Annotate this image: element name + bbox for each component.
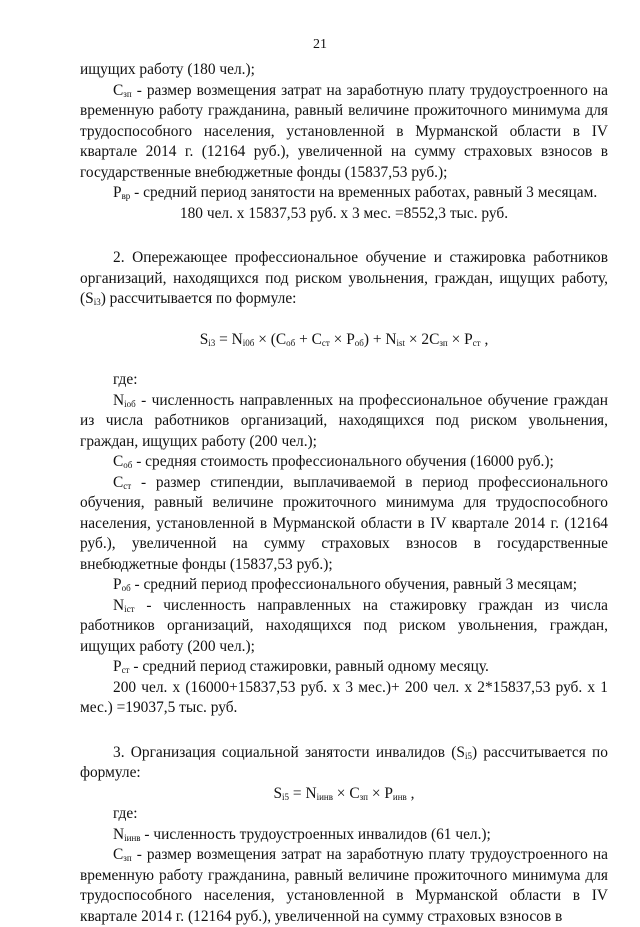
formula-3: $S_{i5} = N_{iинв} \times С_{зп} \times Р_{инв}$ , [273, 784, 415, 802]
text: ) рассчитывается по формуле: [100, 290, 297, 307]
where-label-1: где: [113, 371, 138, 388]
definition-text: - размер возмещения затрат на заработную плату трудоустроенного на временную работу гражданина, равный величине прожиточного минимума для трудоспособного населения, установленной в Мурманской области в IV квартале 2014 г. (12164 руб.), увеличенной на сумму страховых взносов в государственные внебюджетные фонды (15837,53 руб.); [80, 81, 608, 181]
formula-2: $S_{i3} = N_{i0б} \times (С_{об} + С_{ст} \times Р_{об}) + N_{ist} \times 2С_{зп} \times Р_{ст}$ , [199, 330, 489, 348]
definition-text: - средний период занятости на временных работах, равный 3 месяцам. [130, 184, 598, 201]
definition-czp-2: $С_{зп}$ - размер возмещения затрат на заработную плату трудоустроенного на временную работу гражданина, равный величине прожиточного минимума для трудоспособного населения, установленной в Мурманской области в IV квартале 2014 г. (12164 руб.), увеличенной на сумму страховых взносов в [80, 846, 608, 925]
symbol: Р [113, 184, 122, 201]
subscript: i3 [93, 297, 101, 307]
text: 2. Опережающее профессиональное обучение и стажировка работников организаций, находящихся под риском увольнения, граждан, ищущих работу, (S [80, 249, 608, 307]
subscript: вр [121, 191, 131, 201]
paragraph: ищущих работу (180 чел.); [80, 61, 255, 78]
where-label-2: где: [113, 805, 138, 822]
definition-cst: $С_{ст}$ - размер стипендии, выплачиваемой в период профессионального обучения, равный величине прожиточного минимума для трудоспособного населения, установленной в Мурманской области в IV квартале 2014 г. (12164 руб.), увеличенной на сумму страховых взносов в государственные внебюджетные фонды (15837,53 руб.); [80, 473, 608, 573]
definition-pvr [80, 183, 608, 204]
definition-niob: $N_{iоб}$ - численность направленных на профессиональное обучение граждан из числа работников организаций, находящихся под риском увольнения, граждан, ищущих работу (200 чел.); [80, 391, 608, 450]
definition-czp [80, 81, 608, 184]
section-2-intro [80, 248, 608, 310]
definition-pst: $Р_{ст}$ - средний период стажировки, равный одному месяцу. [113, 658, 489, 675]
definition-cob: $С_{об}$ - средняя стоимость профессионального обучения (16000 руб.); [113, 453, 554, 470]
calculation-1: 180 чел. х 15837,53 руб. х 3 мес. =8552,3 тыс. руб. [179, 204, 509, 222]
definition-pob: $Р_{об}$ - средний период профессионального обучения, равный 3 месяцам; [113, 576, 578, 593]
definition-nist: $N_{iст}$ - численность направленных на стажировку граждан из числа работников организаций, находящихся под риском увольнения, граждан, ищущих работу (200 чел.); [80, 596, 608, 655]
subscript: зп [123, 88, 132, 99]
definition-ninv: $N_{iинв}$ - численность трудоустроенных инвалидов (61 чел.); [113, 825, 491, 843]
calculation-2: 200 чел. х (16000+15837,53 руб. х 3 мес.)+ 200 чел. х 2*15837,53 руб. х 1 мес.) =19037,5 тыс. руб. [80, 678, 608, 716]
page-body [80, 60, 608, 927]
section-3-intro: 3. Организация социальной занятости инвалидов $(S_{i5})$ рассчитывается по формуле: [80, 743, 608, 781]
symbol: С [113, 81, 124, 99]
page-number: 21 [313, 37, 327, 52]
